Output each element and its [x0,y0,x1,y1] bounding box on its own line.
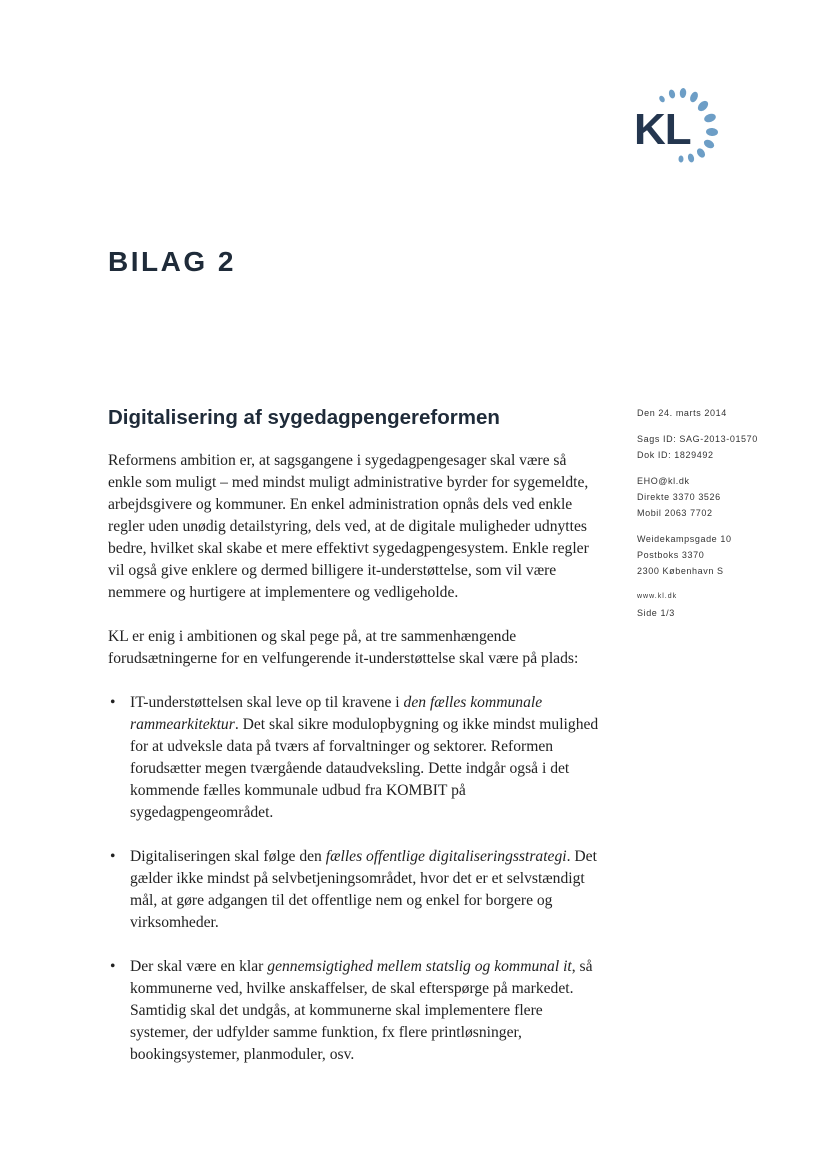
page-number: Side 1/3 [637,608,675,618]
website-link[interactable]: www.kl.dk [637,593,678,600]
mobile-phone: Mobil 2063 7702 [637,508,713,518]
section-heading: Digitalisering af sygedagpengereformen [108,406,500,429]
address-street: Weidekampsgade 10 [637,534,732,544]
list-item [108,692,602,824]
address-city: 2300 København S [637,566,724,576]
list-item-text: Digitaliseringen skal følge den [130,848,326,865]
list-item-text: . Det skal sikre modulopbygning og ikke mindst mulighed for at udveksle data på tværs af forvaltninger og sektorer. Reformen forudsætter megen tværgående dataudveksling. Dette indgår også i det kommende fælles kommunale udbud fra KOMBIT på sygedagpengeområdet. [130,716,599,821]
list-item-text: . Det gælder ikke mindst på selvbetjeningsområdet, hvor det er et selvstændigt mål, at gøre adgangen til det offentlige nem og enkel for borgere og virksomheder. [130,848,597,931]
sidebar-metadata [637,405,807,621]
list-item-text: , så kommunerne ved, hvilke anskaffelser, de skal efterspørge på markedet. Samtidig skal det undgås, at kommunerne skal implementere flere systemer, der udfylder samme funktion, fx flere printløsninger, bookingsystemer, planmoduler, osv. [130,958,593,1063]
list-item [108,846,602,934]
list-item-text: Der skal være en klar [130,958,268,975]
paragraph: Reformens ambition er, at sagsgangene i sygedagpengesager skal være så enkle som muligt – med mindst muligt administrative byrder for sygemeldte, arbejdsgivere og kommuner. En enkel administration opnås dels ved enkle regler uden unødig detailstyring, dels ved, at de digitale muligheder udnyttes bedre, hvilket skal skabe et mere effektivt sygedagpengesystem. Enkle regler vil også give enklere og dermed billigere it-understøttelse, som vil være nemmere og hurtigere at implementere og vedligeholde. [108,452,589,601]
kl-logo [630,86,730,170]
dok-id: Dok ID: 1829492 [637,450,714,460]
bullet-icon: • [110,694,116,711]
list-item-emphasis: gennemsigtighed mellem statslig og kommunal it [267,958,572,975]
list-item-emphasis: fælles offentlige digitaliseringsstrategi [325,848,567,865]
direct-phone: Direkte 3370 3526 [637,492,721,502]
paragraph: KL er enig i ambitionen og skal pege på, at tre sammenhængende forudsætningerne for en velfungerende it-understøttelse skal være på plads: [108,628,579,667]
date: Den 24. marts 2014 [637,408,727,418]
sag-id: Sags ID: SAG-2013-01570 [637,434,758,444]
list-item-emphasis: den fælles kommunale rammearkitektur [130,694,543,733]
bullet-list [108,692,602,1066]
list-item [108,956,602,1066]
document-body [108,450,602,1088]
address-pobox: Postboks 3370 [637,550,705,560]
list-item-text: IT-understøttelsen skal leve op til kravene i [130,694,404,711]
bullet-icon: • [110,848,116,865]
document-title: BILAG 2 [108,246,236,277]
logo-text: KL [634,105,691,154]
email[interactable]: EHO@kl.dk [637,476,690,486]
bullet-icon: • [110,958,116,975]
